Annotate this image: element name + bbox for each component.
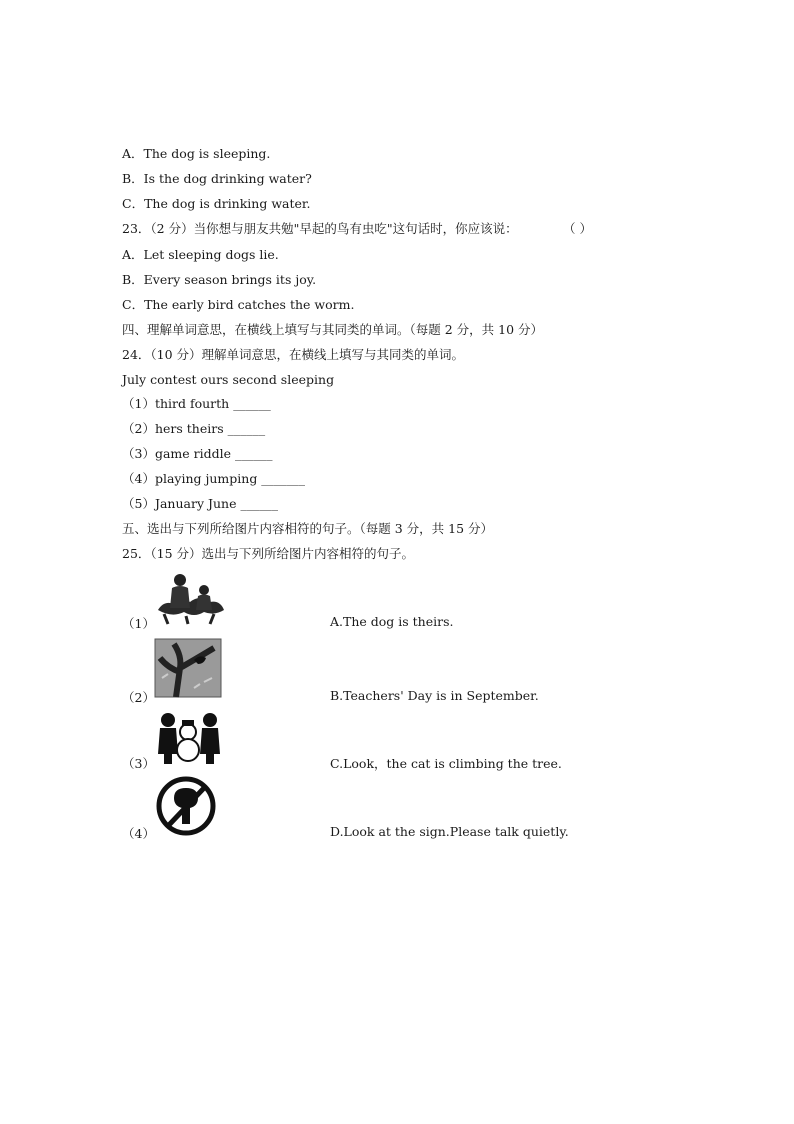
quiet-sign-picture [154, 776, 218, 836]
q25-option-a: A.The dog is theirs. [330, 614, 454, 629]
q23-stem: 23．（2 分）当你想与朋友共勉"早起的鸟有虫吃"这句话时，你应该说： [122, 221, 518, 236]
q23-option-a: A．Let sleeping dogs lie. [122, 247, 279, 262]
q23-option-c: C．The early bird catches the worm. [122, 297, 355, 312]
snowman-children-picture [154, 710, 222, 766]
q22-option-b: B．Is the dog drinking water? [122, 171, 312, 186]
q22-option-c: C．The dog is drinking water. [122, 196, 311, 211]
q25-option-b: B.Teachers' Day is in September. [330, 688, 539, 703]
section-5-heading: 五、选出与下列所给图片内容相符的句子。（每题 3 分，共 15 分） [122, 521, 494, 536]
q24-item-4: （4）playing jumping _______ [122, 471, 306, 486]
q24-word-bank: July contest ours second sleeping [122, 372, 335, 387]
q25-number-3: （3） [122, 756, 155, 771]
cat-on-tree-picture [154, 638, 222, 698]
q25-stem: 25．（15 分）选出与下列所给图片内容相符的句子。 [122, 546, 415, 561]
q23-answer-paren: （ ） [563, 221, 592, 236]
q24-item-3: （3）game riddle ______ [122, 446, 273, 461]
q24-item-5: （5）January June ______ [122, 496, 278, 511]
q24-item-1: （1）third fourth ______ [122, 396, 271, 411]
q25-number-1: （1） [122, 616, 155, 631]
q22-option-a: A．The dog is sleeping. [122, 146, 271, 161]
section-4-heading: 四、理解单词意思，在横线上填写与其同类的单词。（每题 2 分，共 10 分） [122, 322, 544, 337]
q25-number-4: （4） [122, 826, 155, 841]
q23-option-b: B．Every season brings its joy. [122, 272, 317, 287]
q25-option-c: C.Look，the cat is climbing the tree. [330, 756, 562, 771]
q24-stem: 24．（10 分）理解单词意思，在横线上填写与其同类的单词。 [122, 347, 465, 362]
children-under-tree-picture [154, 570, 226, 626]
q25-option-d: D.Look at the sign.Please talk quietly. [330, 824, 569, 839]
q24-item-2: （2）hers theirs ______ [122, 421, 266, 436]
q25-number-2: （2） [122, 690, 155, 705]
